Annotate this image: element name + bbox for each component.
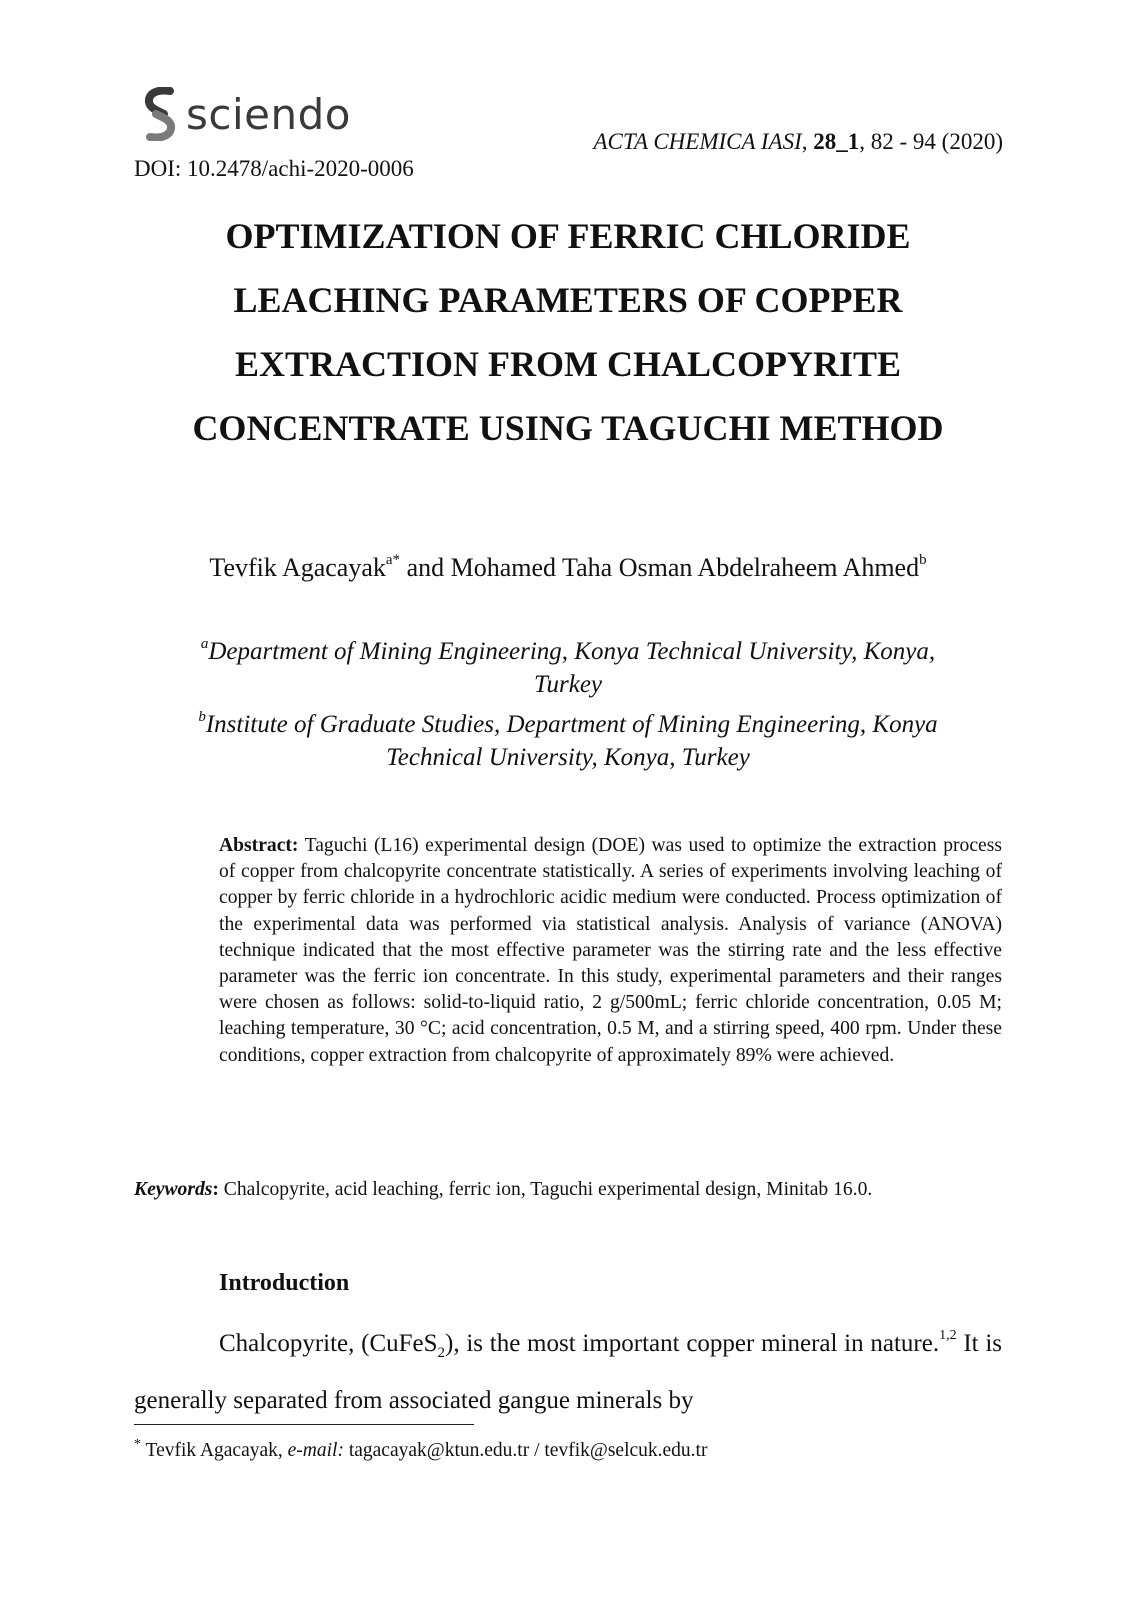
intro-text: Chalcopyrite, (CuFeS — [219, 1330, 438, 1357]
keywords-text: Chalcopyrite, acid leaching, ferric ion, Taguchi experimental design, Minitab 16.0. — [218, 1179, 873, 1200]
journal-separator: , — [801, 129, 814, 154]
journal-name: ACTA CHEMICA IASI — [593, 129, 802, 154]
affiliation-a — [134, 628, 1002, 668]
title-line: CONCENTRATE USING TAGUCHI METHOD — [192, 408, 944, 448]
footnote-divider — [134, 1424, 474, 1425]
journal-volume: 28_1 — [813, 129, 860, 154]
intro-text: It is generally separated from associated gangue minerals by — [134, 1330, 1002, 1414]
affiliation-text: Department of Mining Engineering, Konya Technical University, Konya, — [208, 638, 936, 665]
sciendo-logo — [142, 86, 351, 142]
affiliation-text: Institute of Graduate Studies, Department of Mining Engineering, Konya — [205, 711, 938, 738]
affiliation-mark: b — [198, 709, 206, 725]
formula-subscript: 2 — [437, 1345, 446, 1361]
author-connector: and — [400, 553, 451, 582]
abstract — [219, 833, 1002, 1069]
title-line: LEACHING PARAMETERS OF COPPER — [233, 280, 903, 320]
keywords — [134, 1177, 1002, 1203]
abstract-label: Abstract: — [219, 835, 299, 856]
affiliation-a-cont: Turkey — [533, 671, 603, 698]
logo-text: sciendo — [186, 89, 351, 139]
affiliation-b — [134, 701, 1002, 741]
footnote — [134, 1437, 707, 1462]
footnote-mark: * — [134, 1437, 141, 1452]
author-name: Mohamed Taha Osman Abdelraheem Ahmed — [450, 553, 920, 582]
affiliation-mark: a — [200, 636, 209, 652]
journal-pages: , 82 - 94 (2020) — [859, 129, 1003, 154]
footnote-name: Tevfik Agacayak, — [141, 1440, 288, 1461]
doi: DOI: 10.2478/achi-2020-0006 — [134, 156, 414, 181]
abstract-text: Taguchi (L16) experimental design (DOE) was used to optimize the extraction process of copper from chalcopyrite concentrate statistically. A series of experiments involving leaching of copper by ferric chloride in a hydrochloric acidic medium were conducted. Process optimization of the experimental data was performed via statistical analysis. Analysis of variance (ANOVA) technique indicated that the most effective parameter was the stirring rate and the less effective parameter was the ferric ion concentrate. In this study, experimental parameters and their ranges were chosen as follows: solid-to-liquid ratio, 2 g/500mL; ferric chloride concentration, 0.05 M; leaching temperature, 30 °C; acid concentration, 0.5 M, and a stirring speed, 400 rpm. Under these conditions, copper extraction from chalcopyrite of approximately 89% were achieved. — [219, 835, 1002, 1066]
author-name: Tevfik Agacayak — [209, 553, 386, 582]
introduction-paragraph — [134, 1312, 1002, 1424]
author-list — [134, 552, 1002, 583]
sciendo-logo-icon — [142, 87, 178, 141]
keywords-colon: : — [212, 1179, 219, 1200]
journal-citation — [593, 129, 1003, 155]
keywords-label: Keywords — [134, 1179, 213, 1200]
affiliations — [134, 628, 1002, 774]
author-mark: a* — [385, 552, 401, 568]
title-line: EXTRACTION FROM CHALCOPYRITE — [234, 344, 902, 384]
paper-title — [134, 204, 1002, 460]
title-line: OPTIMIZATION OF FERRIC CHLORIDE — [225, 216, 911, 256]
affiliation-b-cont: Technical University, Konya, Turkey — [386, 744, 750, 771]
intro-text: ), is the most important copper mineral in nature. — [445, 1330, 940, 1357]
author-mark: b — [919, 552, 927, 568]
section-heading-introduction: Introduction — [219, 1270, 350, 1296]
footnote-emails: tagacayak@ktun.edu.tr / tevfik@selcuk.edu.tr — [343, 1440, 708, 1461]
citation-refs: 1,2 — [939, 1328, 957, 1343]
footnote-email-label: e-mail: — [287, 1440, 344, 1461]
